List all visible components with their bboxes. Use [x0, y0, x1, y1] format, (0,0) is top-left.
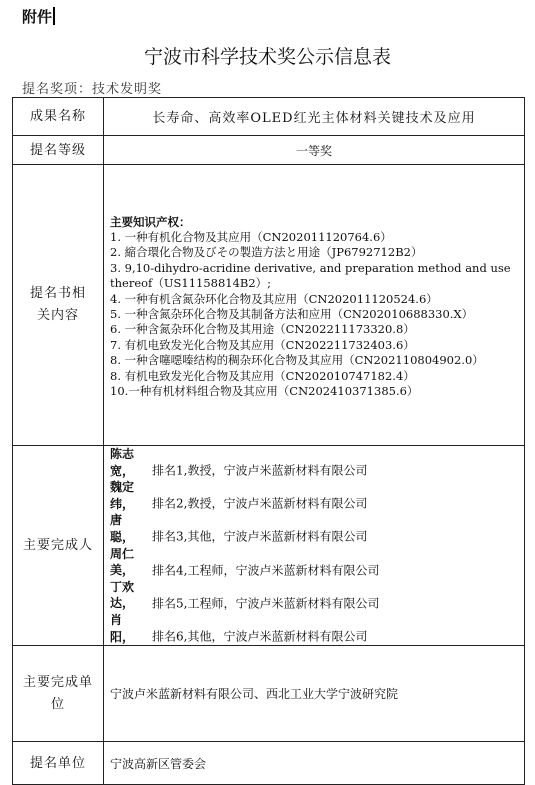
ip-heading: 主要知识产权： — [110, 214, 191, 229]
award-type: 提名奖项：技术发明奖 — [22, 82, 163, 97]
people-list — [110, 446, 518, 645]
nominator-label: 提名单位 — [13, 742, 104, 785]
people-cell — [104, 446, 525, 646]
achievement-label: 成果名称 — [13, 98, 104, 136]
attachment-label: 附件 — [22, 6, 55, 27]
grade-label: 提名等级 — [13, 136, 104, 165]
list-item: 魏定纬， 排名2,教授，宁波卢米蓝新材料有限公司 — [110, 480, 368, 511]
list-item: 陈志宽， 排名1,教授，宁波卢米蓝新材料有限公司 — [110, 447, 368, 478]
table-row-ip — [13, 165, 525, 446]
grade-value: 一等奖 — [104, 136, 525, 165]
ip-item: 10.一种有机材料组合物及其应用（CN202410371385.6） — [110, 384, 419, 399]
units-value: 宁波卢米蓝新材料有限公司、西北工业大学宁波研究院 — [104, 646, 525, 742]
table-row-people — [13, 446, 525, 646]
table-row-units — [13, 646, 525, 742]
page-title: 宁波市科学技术奖公示信息表 — [143, 46, 391, 68]
list-item: 丁欢达， 排名5,工程师，宁波卢米蓝新材料有限公司 — [110, 579, 380, 611]
list-item: 肖 阳， 排名6,其他，宁波卢米蓝新材料有限公司 — [110, 612, 368, 644]
table-row-achievement — [13, 98, 525, 136]
ip-cell — [104, 165, 525, 446]
units-label: 主要完成单位 — [13, 646, 104, 742]
info-table — [12, 97, 525, 785]
nominator-value: 宁波高新区管委会 — [104, 742, 525, 785]
ip-item: 7. 有机电致发光化合物及其应用（CN202211732403.6） — [110, 337, 415, 352]
ip-item: 3. 9,10-dihydro-acridine derivative, and preparation method and use thereof（US11158814B2）; — [110, 260, 511, 291]
table-row-nominator — [13, 742, 525, 785]
people-label: 主要完成人 — [13, 446, 104, 646]
ip-item: 6. 一种含氮杂环化合物及其用途（CN202211173320.8） — [110, 322, 415, 337]
list-item: 周仁美， 排名4,工程师，宁波卢米蓝新材料有限公司 — [110, 546, 380, 578]
text-cursor — [53, 7, 55, 25]
ip-item: 8. 一种含噻噁嗪结构的稠杂环化合物及其应用（CN202110804902.0） — [110, 353, 484, 368]
ip-item: 4. 一种有机含氮杂环化合物及其应用（CN202011120524.6） — [110, 291, 438, 306]
ip-item: 5. 一种含氮杂环化合物及其制备方法和应用（CN202010688330.X） — [110, 307, 474, 321]
ip-label: 提名书相关内容 — [13, 165, 104, 446]
list-item: 唐 聪， 排名3,其他，宁波卢米蓝新材料有限公司 — [110, 513, 368, 544]
achievement-value: 长寿命、高效率OLED红光主体材料关键技术及应用 — [104, 98, 525, 136]
ip-item: 8. 有机电致发光化合物及其应用（CN202010747182.4） — [110, 368, 415, 383]
ip-item: 1. 一种有机化合物及其应用（CN202011120764.6） — [110, 229, 392, 244]
ip-list — [110, 211, 518, 400]
table-row-grade — [13, 136, 525, 165]
ip-item: 2. 縮合環化合物及びその製造方法と用途（JP6792712B2） — [110, 245, 423, 260]
